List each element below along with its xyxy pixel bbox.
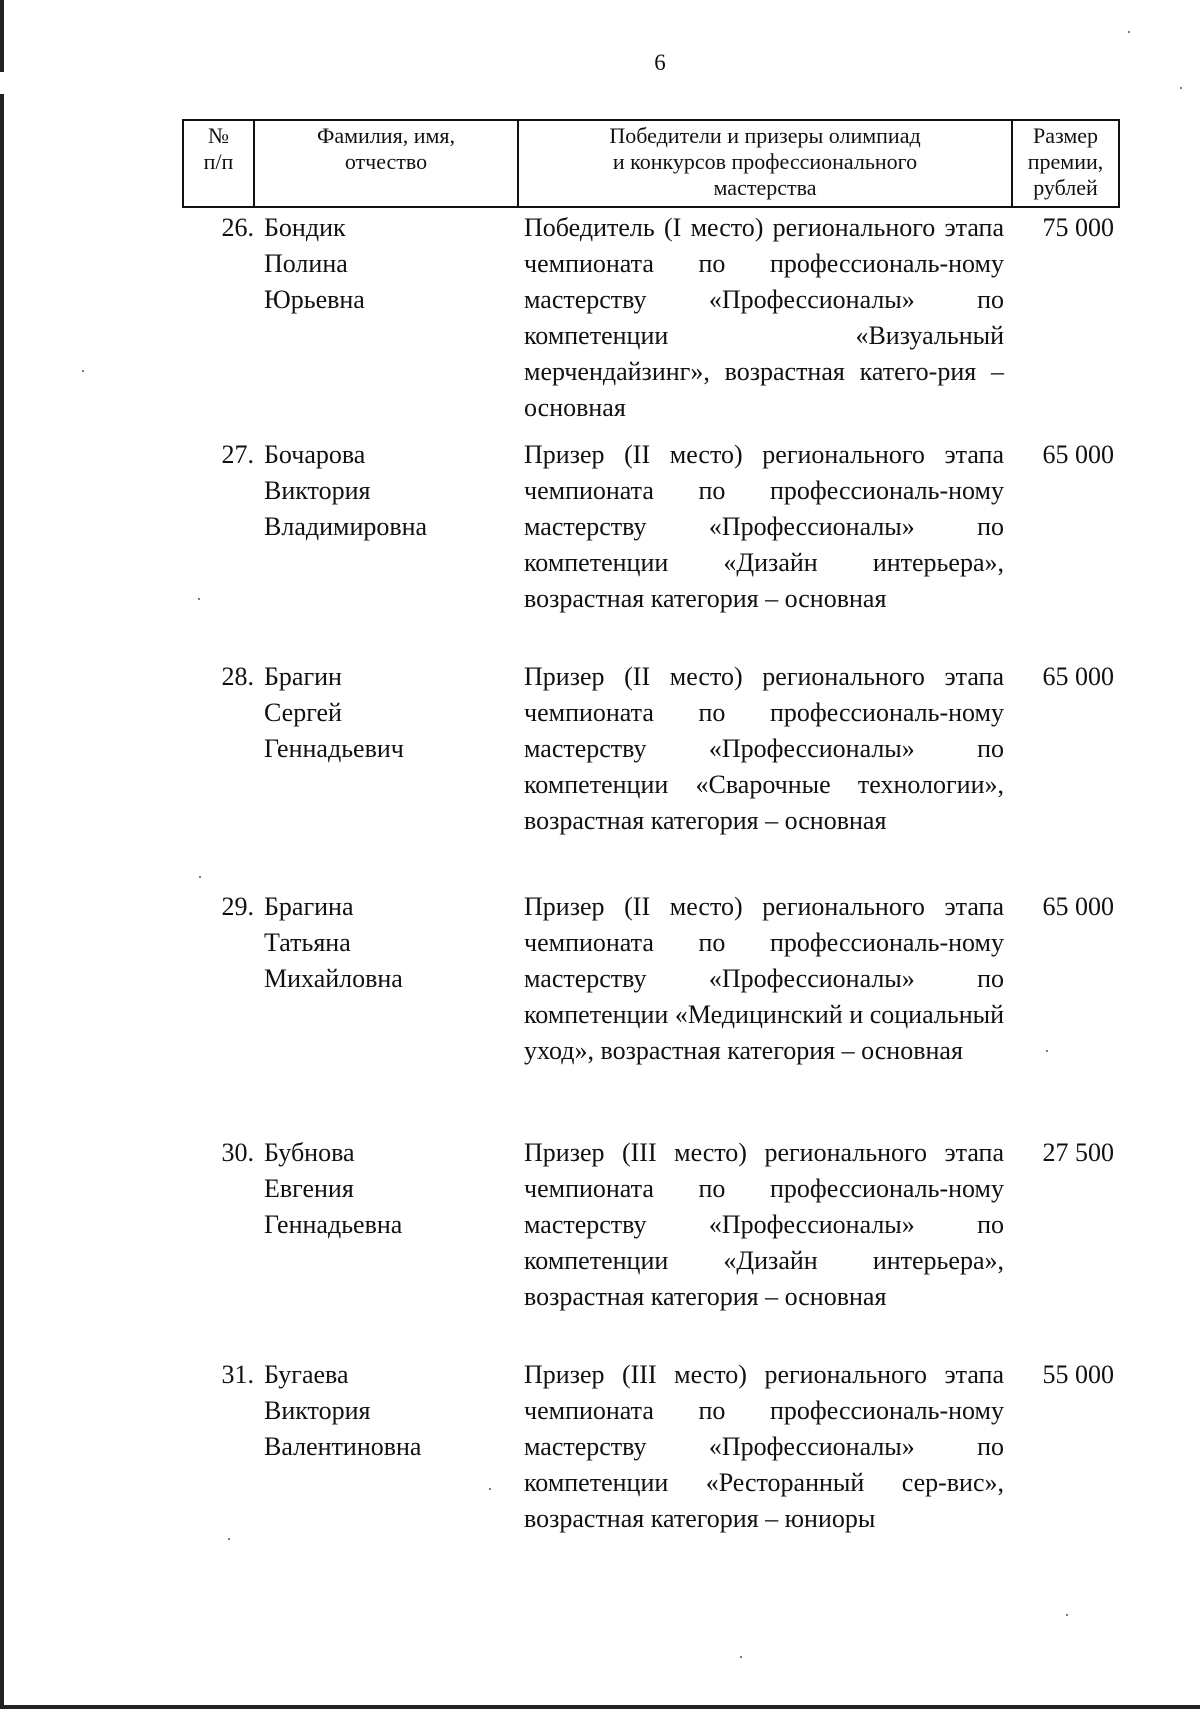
row-name: Бочарова Виктория Владимировна: [264, 440, 428, 541]
table-row: [182, 210, 1120, 437]
scan-speck: [489, 1488, 491, 1490]
row-number: 30.: [221, 1138, 254, 1167]
row-amount: 65 000: [1042, 440, 1114, 469]
table-row: [182, 659, 1120, 889]
table-row: [182, 889, 1120, 1135]
scan-speck: [1066, 1614, 1068, 1616]
scan-speck: [1046, 1050, 1048, 1052]
row-description: Призер (II место) регионального этапа чемпионата по профессиональ-ному мастерству «Профессионалы» по компетенции «Медицинский и социальный уход», возрастная категория – основная: [524, 892, 1004, 1065]
row-name: Бугаева Виктория Валентиновна: [264, 1360, 422, 1461]
row-number: 29.: [221, 892, 254, 921]
scan-speck: [199, 876, 201, 878]
scan-speck: [228, 1538, 230, 1540]
row-name: Бондик Полина Юрьевна: [264, 213, 365, 314]
header-number: № п/п: [184, 121, 255, 206]
row-number: 26.: [221, 213, 254, 242]
row-amount: 27 500: [1042, 1138, 1114, 1167]
table-row: [182, 437, 1120, 659]
row-number: 28.: [221, 662, 254, 691]
scan-speck: [82, 370, 84, 372]
row-name: Брагина Татьяна Михайловна: [264, 892, 403, 993]
scan-speck: [1180, 87, 1182, 89]
row-description: Победитель (I место) регионального этапа чемпионата по профессиональ-ному мастерству «Профессионалы» по компетенции «Визуальный мерчендайзинг», возрастная катего-рия – основная: [524, 213, 1004, 422]
row-amount: 65 000: [1042, 892, 1114, 921]
row-amount: 65 000: [1042, 662, 1114, 691]
table-row: [182, 1135, 1120, 1357]
scan-left-edge: [0, 0, 4, 1709]
table-header: [182, 119, 1120, 208]
row-description: Призер (II место) регионального этапа чемпионата по профессиональ-ному мастерству «Профессионалы» по компетенции «Дизайн интерьера», возрастная категория – основная: [524, 440, 1004, 613]
row-amount: 75 000: [1042, 213, 1114, 242]
header-amount: Размер премии, рублей: [1027, 123, 1104, 200]
row-number: 27.: [221, 440, 254, 469]
table-body: [182, 210, 1120, 1557]
row-description: Призер (II место) регионального этапа чемпионата по профессиональ-ному мастерству «Профессионалы» по компетенции «Сварочные технологии», возрастная категория – основная: [524, 662, 1004, 835]
row-name: Брагин Сергей Геннадьевич: [264, 662, 404, 763]
header-name: Фамилия, имя, отчество: [255, 121, 519, 206]
row-number: 31.: [221, 1360, 254, 1389]
row-description: Призер (III место) регионального этапа чемпионата по профессиональ-ному мастерству «Профессионалы» по компетенции «Ресторанный сер-вис», возрастная категория – юниоры: [524, 1360, 1004, 1533]
header-achievement: Победители и призеры олимпиад и конкурсов профессионального мастерства: [519, 121, 1013, 206]
row-name: Бубнова Евгения Геннадьевна: [264, 1138, 403, 1239]
row-description: Призер (III место) регионального этапа чемпионата по профессиональ-ному мастерству «Профессионалы» по компетенции «Дизайн интерьера», возрастная категория – основная: [524, 1138, 1004, 1311]
table-row: [182, 1357, 1120, 1557]
scan-speck: [1128, 31, 1130, 33]
scan-bottom-edge: [0, 1705, 1200, 1709]
scan-speck: [740, 1656, 742, 1658]
row-amount: 55 000: [1042, 1360, 1114, 1389]
page-number: 6: [654, 50, 666, 75]
scan-speck: [198, 598, 200, 600]
